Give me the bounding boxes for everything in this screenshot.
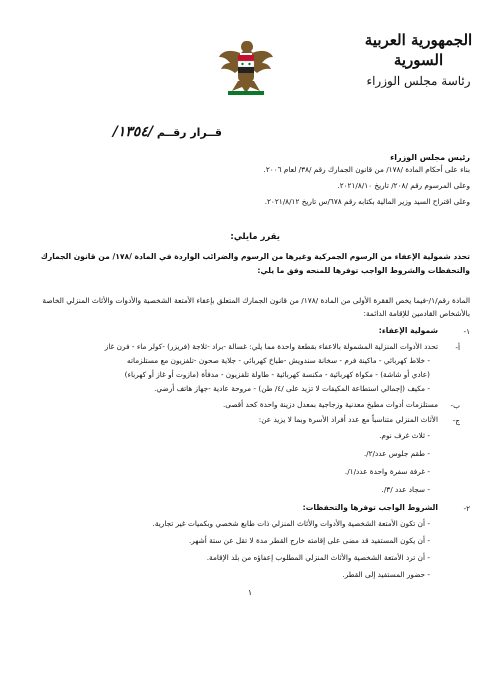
condition-item: - حضور المستفيد إلى القطر.: [342, 570, 430, 579]
condition-item: - أن يكون المستفيد قد مضى على إقامته خارج القطر مدة لا تقل عن ستة أشهر.: [188, 536, 430, 545]
section-2-title: الشروط الواجب توفرها والتحفظات:: [302, 503, 438, 512]
letterhead: [351, 30, 486, 90]
intro-paragraph: تحدد شمولية الإعفاء من الرسوم الجمركية وغيرها من الرسوم والضرائب الواردة في المادة /١٧٨/ من قانون الجمارك والتحفظات والشروط الواجب توفرها للمنحه وفق ما يلي:: [40, 252, 470, 275]
condition-item: - أن تكون الأمتعة الشخصية والأدوات والأثاث المنزلي ذات طابع شخصي وبكميات غير تجارية.: [152, 519, 430, 528]
furniture-item: - طقم جلوس عدد/٢/.: [363, 449, 430, 458]
preamble-line: بناء على أحكام المادة /١٧٨/ من قانون الجمارك رقم /٣٨/ لعام ٢٠٠٦.: [263, 165, 470, 174]
decision-label: قــرار رقــم: [156, 126, 222, 139]
furniture-item: - سجاد عدد /٣/.: [381, 485, 430, 494]
item-c-text: الأثاث المنزلي متناسباً مع عدد أفراد الأسرة وبما لا يزيد عن:: [258, 415, 438, 424]
preamble-line: وعلى المرسوم رقم /٢٠٨/ تاريخ ٢٠٢١/٨/١٠.: [337, 181, 470, 190]
section-2-number: ٢-: [463, 504, 470, 513]
item-a-line: - مكيف (إجمالي استطاعة المكيفات لا تزيد على /٤/ طن) - مروحة عادية -جهاز هاتف أرضي.: [154, 384, 430, 393]
issuer-title: رئيس مجلس الوزراء: [390, 153, 470, 162]
furniture-item: - غرفة سفرة واحدة عدد/١/.: [344, 467, 430, 476]
item-a-line: - خلاط كهربائي - ماكينة فرم - سخانة سندويش -طباخ كهربائي - جلاية صحون -تلفزيون مع مستلزماته: [127, 356, 430, 365]
condition-item: - أن ترد الأمتعة الشخصية والأثاث المنزلي المطلوب إعفاؤه من بلد الإقامة.: [206, 553, 430, 562]
item-b-label: ب-: [450, 401, 460, 410]
article-1-text: المادة رقم/١/-فيما يخص الفقرة الأولى من المادة /١٧٨/ من قانون الجمارك المتعلق بإعفاء الأمتعة الشخصية والأدوات والأثاث المنزلي الخاصة بالأشخاص القادمين للإقامة الدائمة:: [42, 296, 470, 318]
syrian-eagle-emblem-icon: [218, 35, 274, 99]
decision-number: /١٣٥٤/: [112, 124, 153, 140]
article-1-lead: [30, 294, 470, 320]
republic-name: الجمهورية العربية السورية: [364, 31, 473, 69]
section-1-number: ١-: [463, 327, 470, 336]
item-c-label: ج-: [452, 416, 460, 425]
decision-number-line: [113, 124, 222, 140]
section-1-title: شمولية الإعفاء:: [378, 326, 438, 335]
furniture-item: - ثلاث غرف نوم.: [379, 431, 430, 440]
item-a-text: تحدد الأدوات المنزلية المشمولة بالاعفاء بقطعة واحدة مما يلي: غسالة -براد -ثلاجة (فريزر) -كولر ماء - فرن غاز: [104, 342, 438, 351]
page-number: ١: [247, 588, 253, 597]
item-a-label: أ-: [455, 343, 460, 352]
item-b-text: مستلزمات أدوات مطبخ معدنية وزجاجية بمعدل دزينة واحدة كحد أقصى.: [222, 400, 438, 409]
item-a-line: (عادي أو شاشة) - مكواة كهربائية - مكنسة كهربائية - طاولة تلفزيون - مدفأة (مازوت أو غاز أو كهرباء): [124, 370, 430, 379]
decides-heading: يقرر مايلي:: [230, 232, 280, 242]
presidency-name: رئاسة مجلس الوزراء: [366, 74, 471, 88]
preamble-line: وعلى اقتراح السيد وزير المالية بكتابه رقم ٦٧٨/س تاريخ ٢٠٢١/٨/١٢.: [264, 197, 470, 206]
